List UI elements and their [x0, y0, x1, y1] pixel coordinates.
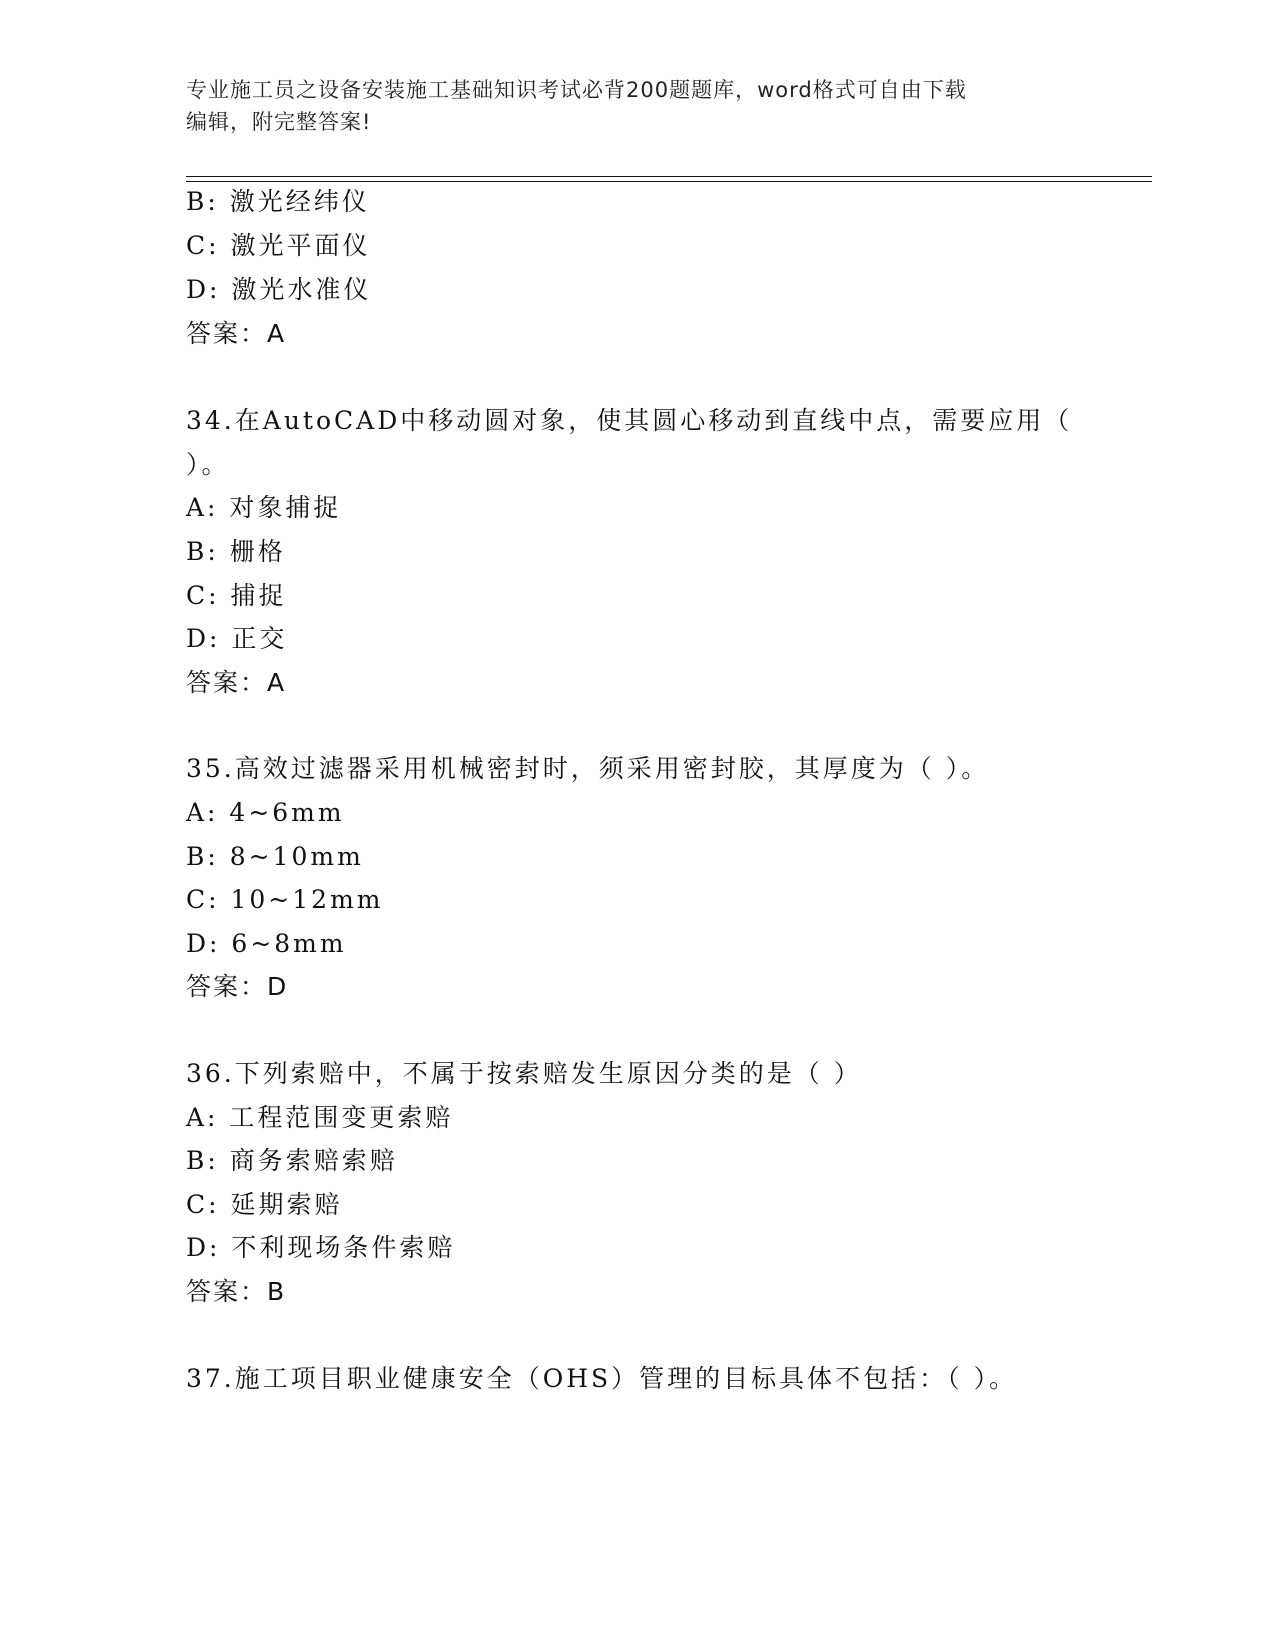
q36-option-d: D: 不利现场条件索赔 — [186, 1233, 456, 1262]
q36-answer: 答案：B — [186, 1277, 287, 1306]
q33-option-d: D: 激光水准仪 — [186, 275, 372, 304]
q34-option-c: C: 捕捉 — [186, 581, 287, 610]
q35-answer: 答案：D — [186, 972, 289, 1001]
q33-option-b: B: 激光经纬仪 — [186, 187, 370, 216]
q34-stem-line-1: 34.在AutoCAD中移动圆对象，使其圆心移动到直线中点，需要应用（ — [186, 406, 1073, 435]
q35-stem: 35.高效过滤器采用机械密封时，须采用密封胶，其厚度为（ ）。 — [186, 754, 990, 783]
q34-option-b: B: 栅格 — [186, 537, 286, 566]
q36-option-a: A: 工程范围变更索赔 — [186, 1103, 454, 1132]
q34-answer: 答案：A — [186, 668, 287, 697]
q37-stem: 37.施工项目职业健康安全（OHS）管理的目标具体不包括：（ ）。 — [186, 1364, 1018, 1393]
q33-option-c: C: 激光平面仪 — [186, 231, 371, 260]
q36-option-b: B: 商务索赔索赔 — [186, 1146, 398, 1175]
q34-option-d: D: 正交 — [186, 624, 288, 653]
header-divider-top — [186, 176, 1152, 177]
q35-option-b: B: 8~10mm — [186, 842, 364, 871]
q35-option-c: C: 10~12mm — [186, 885, 384, 914]
q36-stem: 36.下列索赔中，不属于按索赔发生原因分类的是（ ） — [186, 1059, 862, 1088]
q36-option-c: C: 延期索赔 — [186, 1190, 343, 1219]
header-title-line-1: 专业施工员之设备安装施工基础知识考试必背200题题库，word格式可自由下载 — [186, 78, 967, 102]
q35-option-d: D: 6~8mm — [186, 929, 347, 958]
q33-answer: 答案：A — [186, 319, 287, 348]
header-divider-bottom — [186, 181, 1152, 182]
q34-option-a: A: 对象捕捉 — [186, 493, 342, 522]
q34-stem-line-2: ）。 — [186, 450, 230, 479]
header-title-line-2: 编辑，附完整答案! — [186, 110, 372, 134]
document-header — [186, 74, 1106, 138]
q35-option-a: A: 4~6mm — [186, 798, 345, 827]
